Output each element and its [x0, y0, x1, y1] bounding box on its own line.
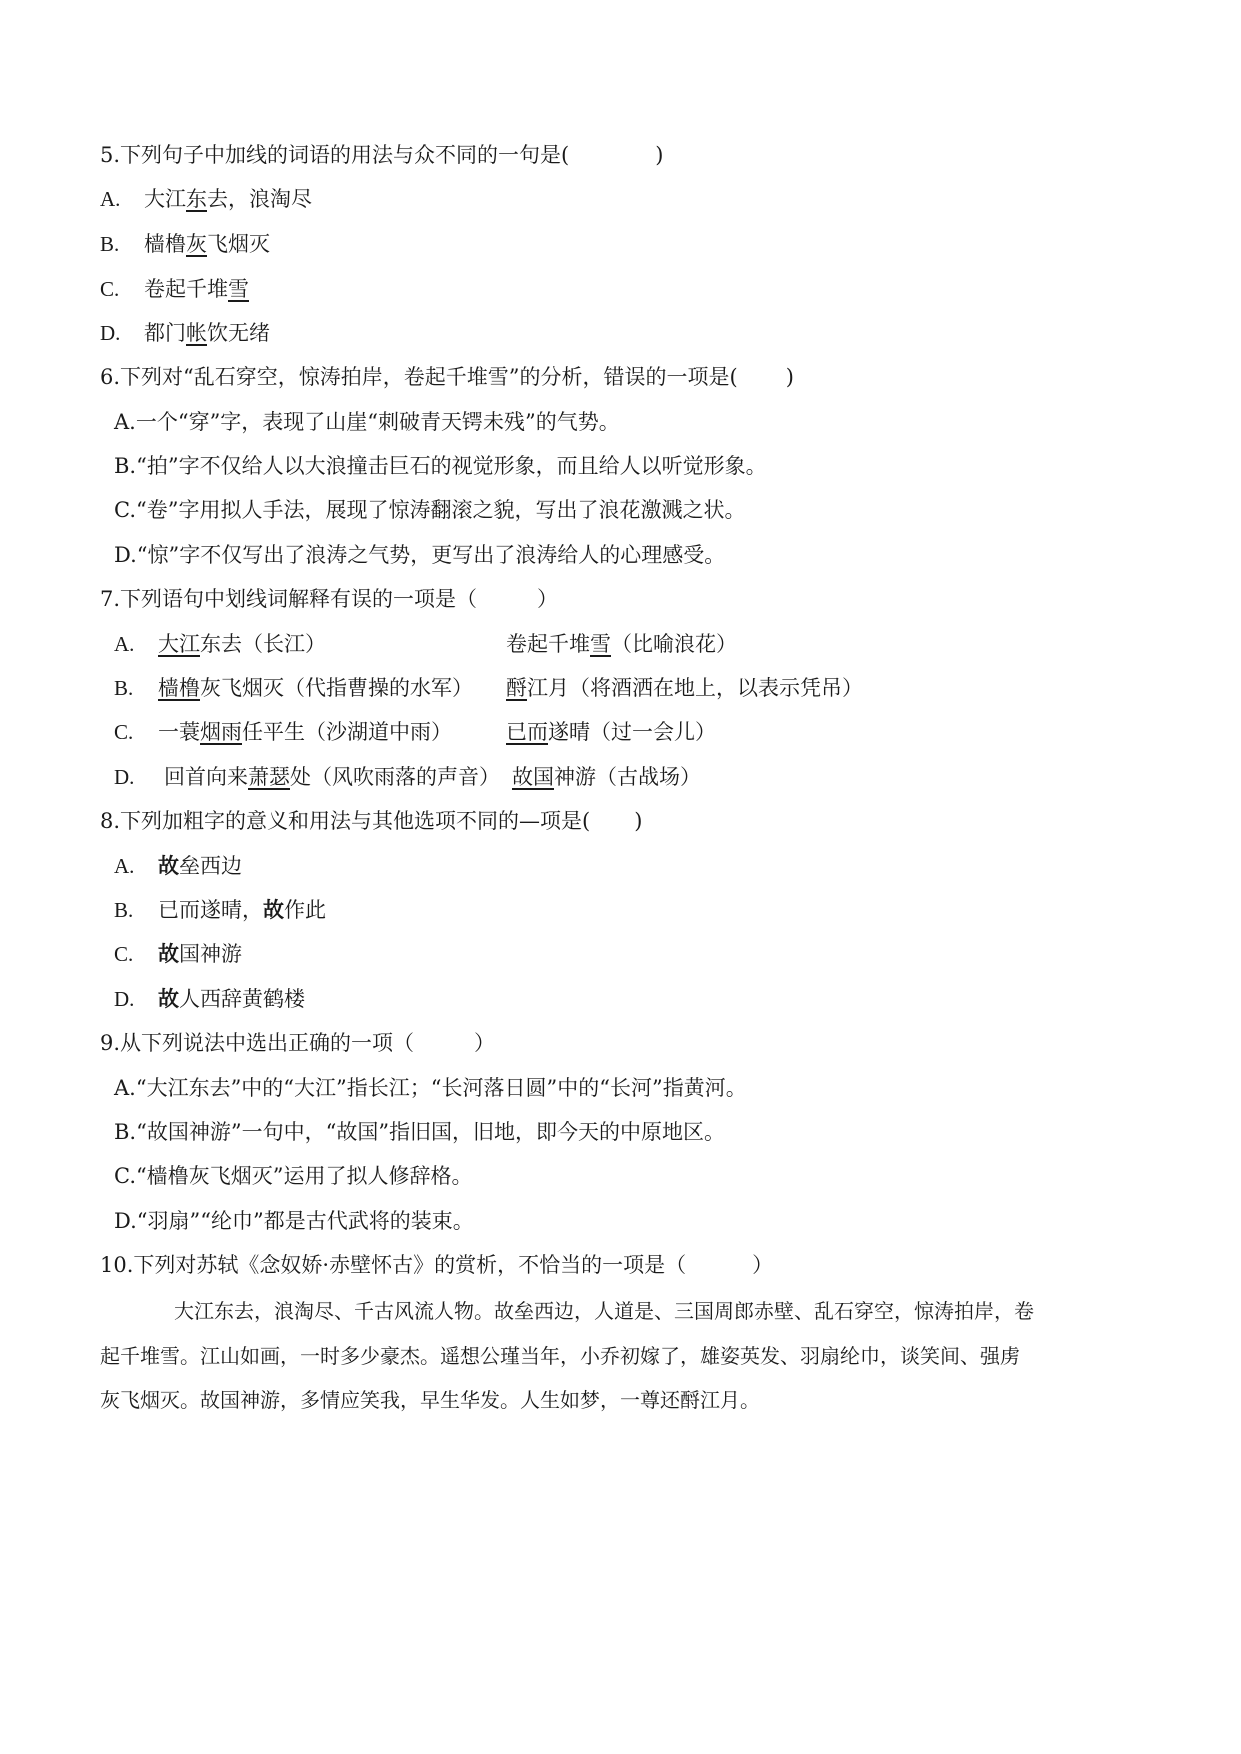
q7-row-a-right: 卷起千堆雪（比喻浪花） — [506, 632, 737, 656]
q8-option-c: C. 故国神游 — [114, 942, 242, 966]
q8-option-a: A. 故垒西边 — [114, 854, 242, 878]
q7-row-b-right: 酹江月（将酒洒在地上，以表示凭吊） — [506, 676, 863, 700]
q7-row-c-right: 已而遂晴（过一会儿） — [506, 720, 716, 744]
q10-stem: 10.下列对苏轼《念奴娇·赤壁怀古》的赏析，不恰当的一项是（ ） — [100, 1253, 774, 1277]
q5-option-d: D. 都门帐饮无绪 — [100, 321, 270, 345]
q6-option-a: A.一个“穿”字，表现了山崖“刺破青天锷未残”的气势。 — [114, 410, 620, 434]
q6-option-d: D.“惊”字不仅写出了浪涛之气势，更写出了浪涛给人的心理感受。 — [114, 543, 726, 567]
q5-stem: 5.下列句子中加线的词语的用法与众不同的一句是( ) — [100, 143, 664, 167]
q8-option-b: B. 已而遂晴，故作此 — [114, 898, 326, 922]
q6-option-c: C.“卷”字用拟人手法，展现了惊涛翻滚之貌，写出了浪花激溅之状。 — [114, 498, 746, 522]
q8-option-d: D. 故人西辞黄鹤楼 — [114, 987, 305, 1011]
q10-poem-line-3: 灰飞烟灭。故国神游，多情应笑我，早生华发。人生如梦，一尊还酹江月。 — [100, 1388, 760, 1412]
q7-row-d-left: D. 回首向来萧瑟处（风吹雨落的声音） — [114, 765, 500, 789]
q9-option-b: B.“故国神游”一句中，“故国”指旧国，旧地，即今天的中原地区。 — [114, 1120, 726, 1144]
q7-row-a-left: A. 大江东去（长江） — [114, 632, 326, 656]
q5-option-a: A. 大江东去，浪淘尽 — [100, 187, 312, 211]
q7-row-b-left: B. 樯橹灰飞烟灭（代指曹操的水军） — [114, 676, 473, 700]
q7-row-d-right: 故国神游（古战场） — [512, 765, 701, 789]
q9-option-d: D.“羽扇”“纶巾”都是古代武将的装束。 — [114, 1209, 474, 1233]
q9-option-a: A.“大江东去”中的“大江”指长江；“长河落日圆”中的“长河”指黄河。 — [114, 1076, 747, 1100]
q9-option-c: C.“樯橹灰飞烟灭”运用了拟人修辞格。 — [114, 1164, 473, 1188]
q8-stem: 8.下列加粗字的意义和用法与其他选项不同的—项是( ) — [100, 809, 643, 833]
q10-poem-line-1: 大江东去，浪淘尽、千古风流人物。故垒西边，人道是、三国周郎赤壁、乱石穿空，惊涛拍岸，卷 — [174, 1299, 1034, 1323]
q5-option-c: C. 卷起千堆雪 — [100, 277, 249, 301]
q9-stem: 9.从下列说法中选出正确的一项（ ） — [100, 1031, 496, 1055]
q7-stem: 7.下列语句中划线词解释有误的一项是（ ） — [100, 587, 559, 611]
q10-poem-line-2: 起千堆雪。江山如画，一时多少豪杰。遥想公瑾当年，小乔初嫁了，雄姿英发、羽扇纶巾，谈笑间、强虏 — [100, 1344, 1020, 1368]
q5-option-b: B. 樯橹灰飞烟灭 — [100, 232, 270, 256]
q6-option-b: B.“拍”字不仅给人以大浪撞击巨石的视觉形象，而且给人以听觉形象。 — [114, 454, 767, 478]
q6-stem: 6.下列对“乱石穿空，惊涛拍岸，卷起千堆雪”的分析，错误的一项是( ) — [100, 365, 794, 389]
q7-row-c-left: C. 一蓑烟雨任平生（沙湖道中雨） — [114, 720, 452, 744]
